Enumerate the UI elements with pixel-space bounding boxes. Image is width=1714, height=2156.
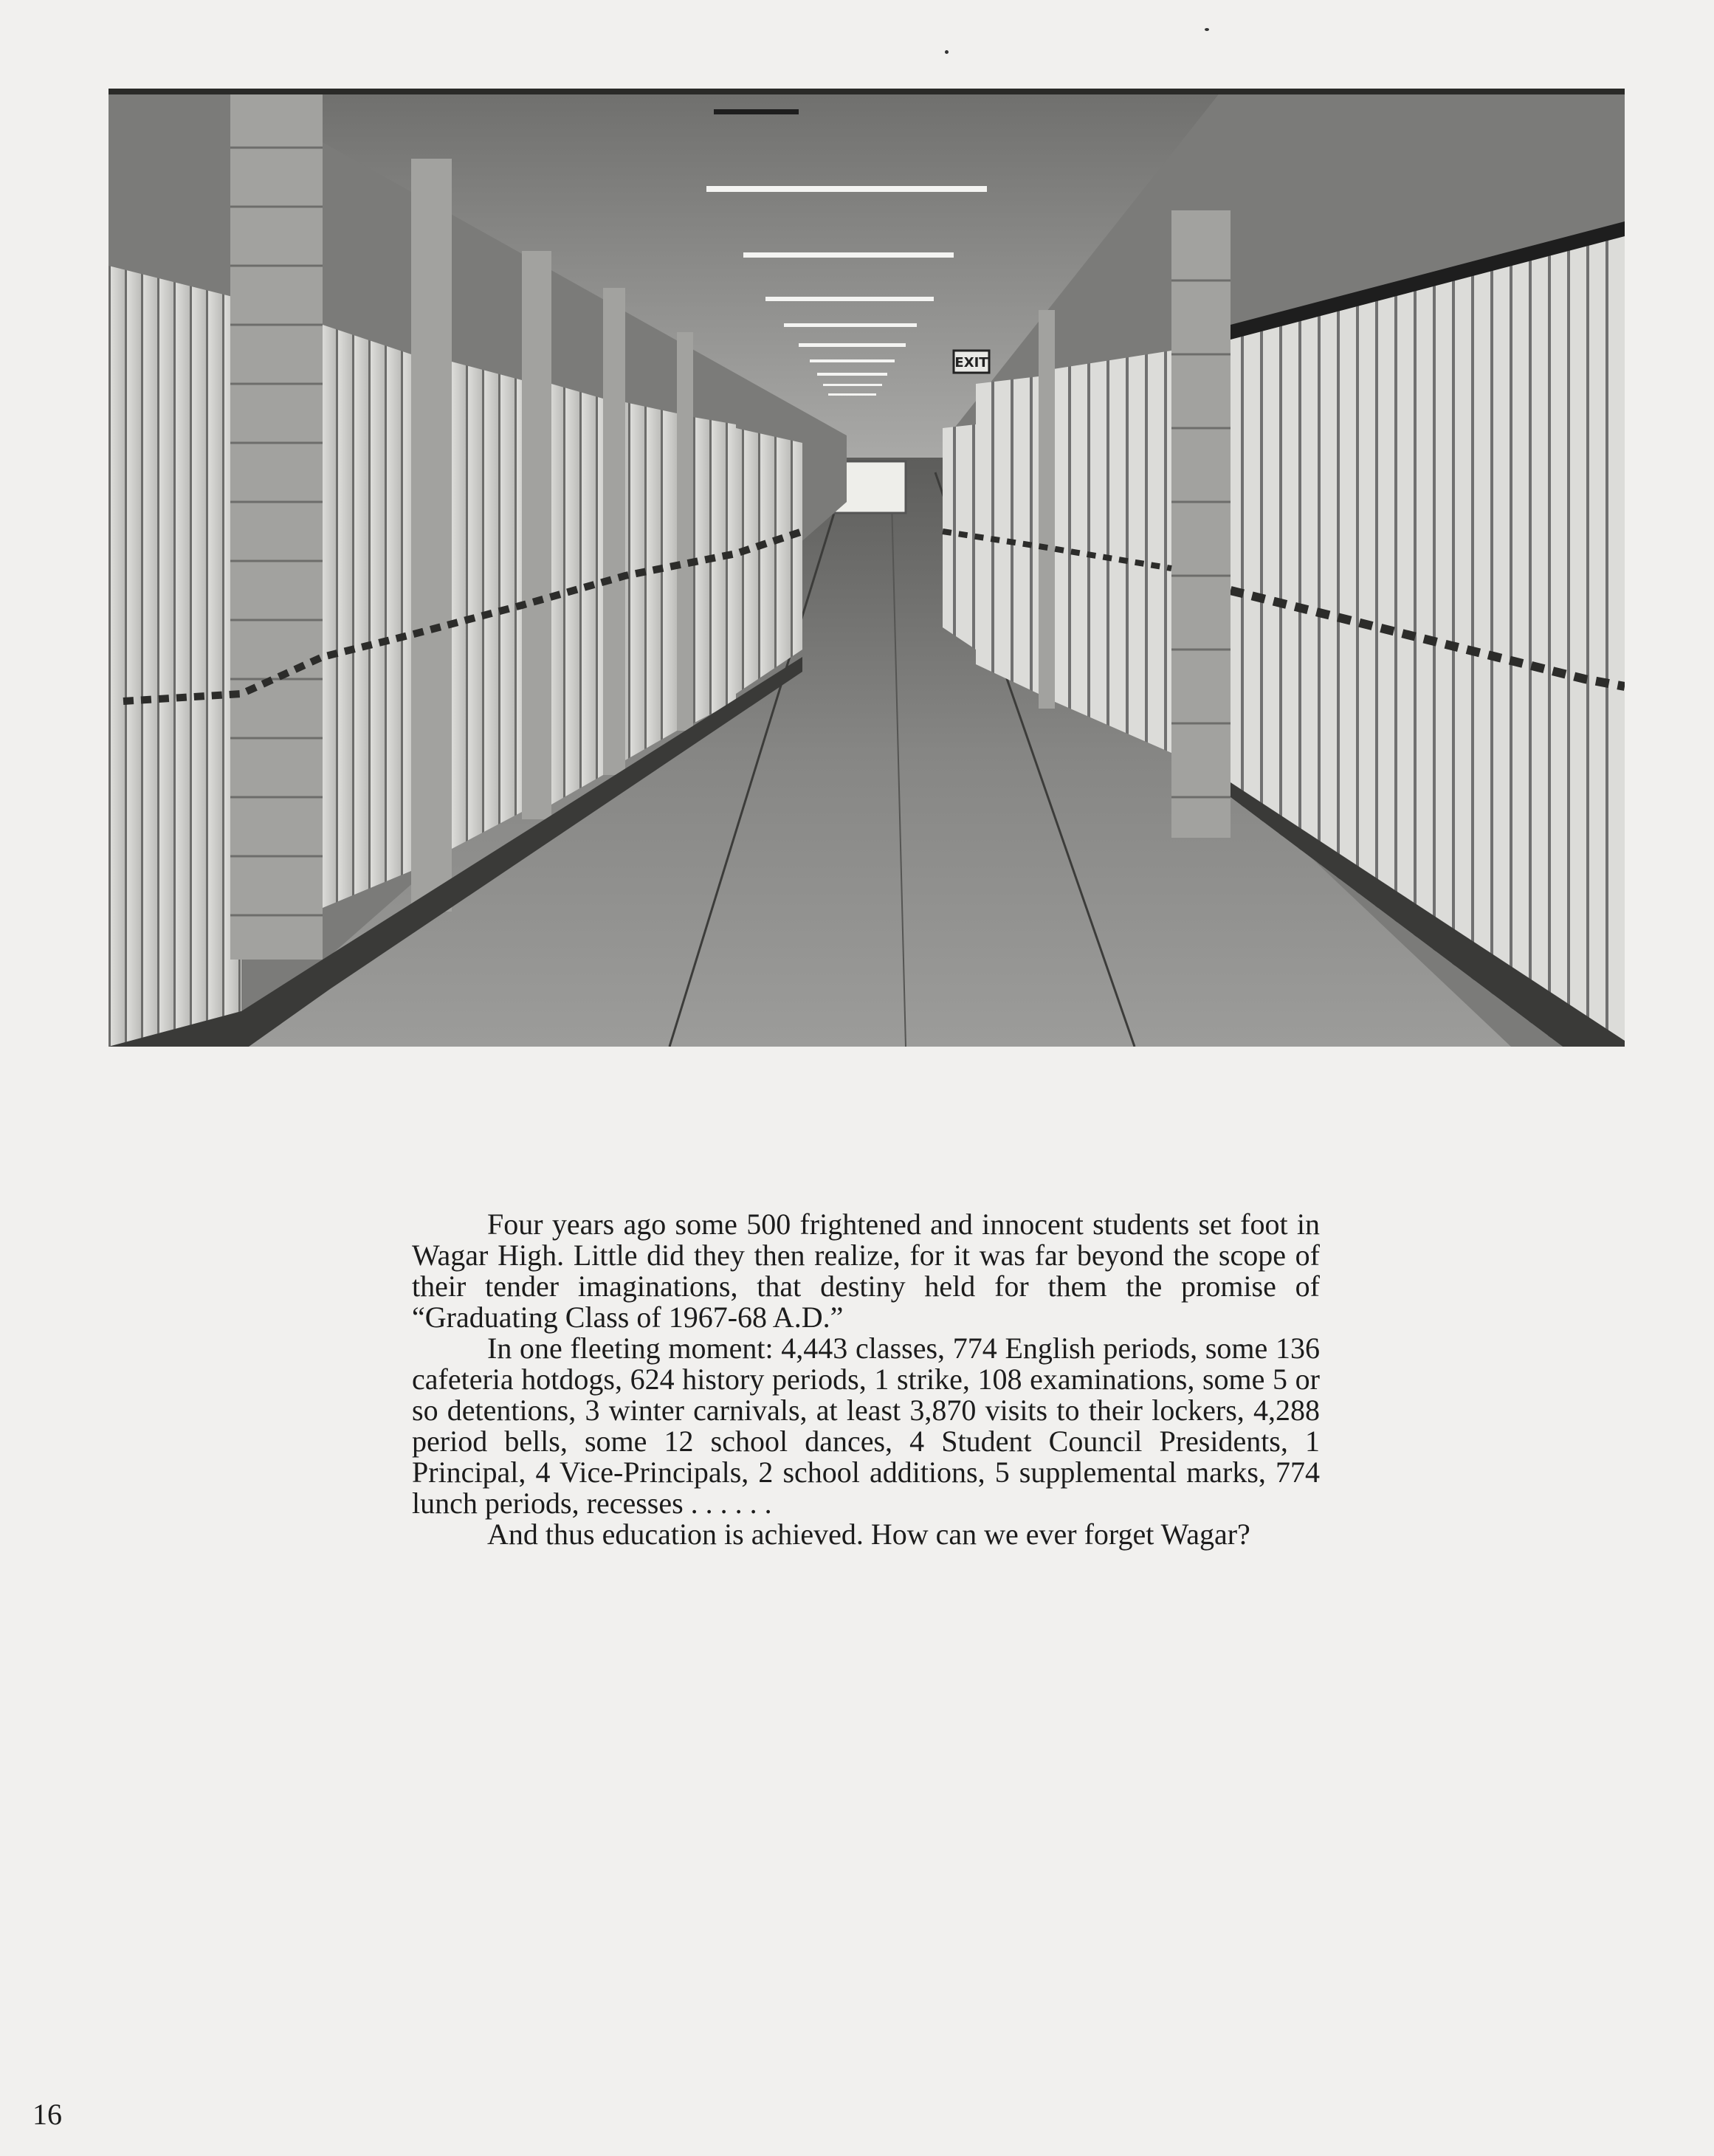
article-paragraph: In one fleeting moment: 4,443 classes, 774 English periods, some 136 cafeteria hotdogs, 624 history periods, 1 strike, 108 examinations, some 5 or so detentions, 3 winter carnivals, at least 3,870 visits to their lockers, 4,288 period bells, some 12 school dances, 4 Student Council Presidents, 1 Principal, 4 Vice-Principals, 2 school additions, 5 supplemental marks, 774 lunch periods, recesses . . . . . .	[412, 1332, 1320, 1520]
hallway-photo-illustration	[109, 89, 1625, 1047]
article-paragraph: And thus education is achieved. How can we ever forget Wagar?	[487, 1518, 1250, 1551]
article-text	[412, 1209, 1320, 1550]
exit-sign: EXIT	[954, 355, 988, 371]
paper-speck	[945, 50, 949, 54]
page-number: 16	[32, 2098, 62, 2131]
hallway-photo	[109, 89, 1625, 1047]
article-paragraph: Four years ago some 500 frightened and innocent students set foot in Wagar High. Little did they then realize, for it was far beyond the scope of their tender imaginations, that destiny held for them the promise of “Graduating Class of 1967-68 A.D.”	[412, 1208, 1320, 1334]
paper-speck	[1205, 28, 1209, 31]
